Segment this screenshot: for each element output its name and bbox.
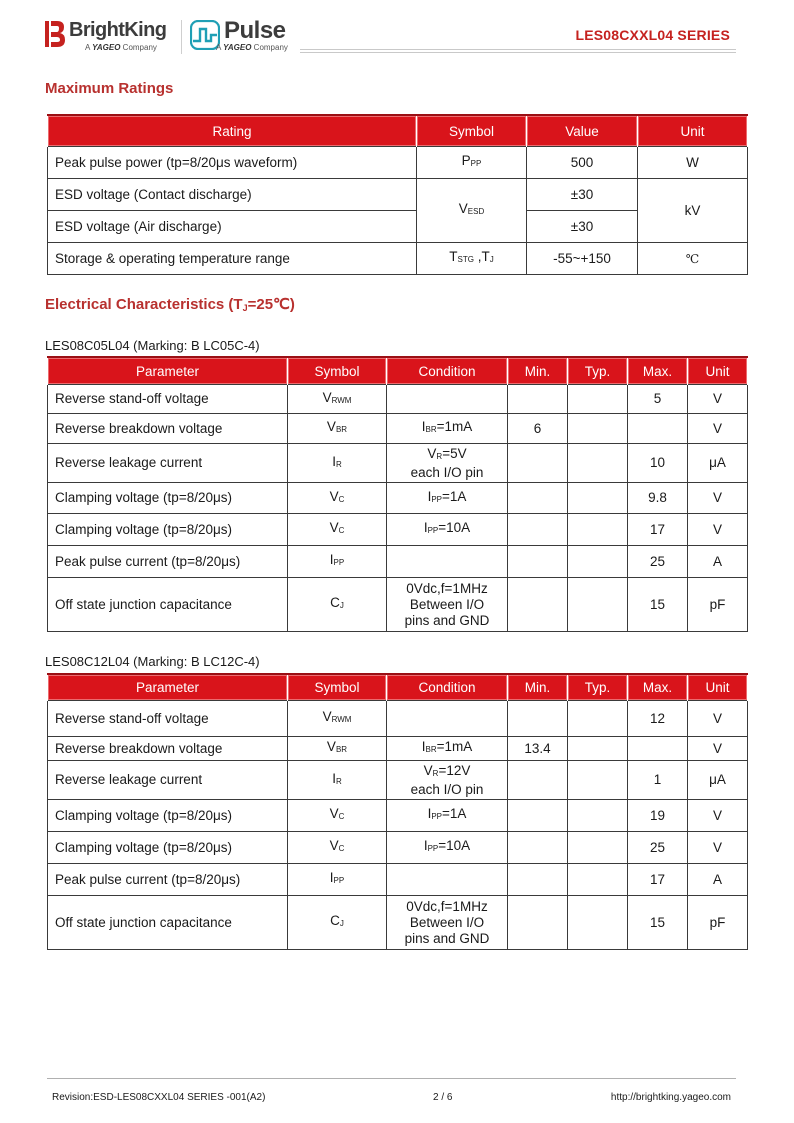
unit-cell: V (688, 385, 748, 414)
condition-cell: $I_{PP}=10A$ (387, 832, 508, 864)
value-cell: ±30 (527, 179, 638, 211)
header-rating: Rating (48, 115, 417, 147)
header-parameter: Parameter (48, 357, 288, 385)
symbol-cell: $T_{STG}$ $,T_J$ (417, 243, 527, 275)
param-cell: Off state junction capacitance (48, 896, 288, 950)
electrical-title: Electrical Characteristics $(T_J=25℃)$ (45, 296, 295, 313)
symbol-cell: $V_{BR}$ (288, 737, 387, 761)
min-cell: 6 (508, 414, 568, 444)
header-symbol: Symbol (288, 674, 387, 701)
pulse-tagline: A YAGEO Company (216, 43, 288, 52)
symbol-cell: $V_C$ (288, 514, 387, 546)
param-cell: Reverse stand-off voltage (48, 701, 288, 737)
rating-cell: ESD voltage (Air discharge) (48, 211, 417, 243)
header-typ: Typ. (568, 674, 628, 701)
header-parameter: Parameter (48, 674, 288, 701)
param-cell: Clamping voltage (tp=8/20μs) (48, 483, 288, 514)
unit-cell: V (688, 832, 748, 864)
table-row (48, 243, 748, 275)
symbol-cell: $C_J$ (288, 896, 387, 950)
typ-cell (568, 701, 628, 737)
unit-cell: kV (638, 179, 748, 243)
symbol-cell: $P_{PP}$ (417, 147, 527, 179)
typ-cell (568, 578, 628, 632)
table2-caption: LES08C12L04 (Marking: B LC12C-4) (45, 654, 260, 669)
max-ratings-table (47, 114, 748, 275)
unit-cell: A (688, 864, 748, 896)
table-row (48, 444, 748, 483)
unit-cell: V (688, 483, 748, 514)
symbol-cell: $C_J$ (288, 578, 387, 632)
table-row (48, 483, 748, 514)
unit-cell: V (688, 701, 748, 737)
symbol-cell: $V_C$ (288, 483, 387, 514)
header-condition: Condition (387, 674, 508, 701)
value-cell: 500 (527, 147, 638, 179)
param-cell: Reverse breakdown voltage (48, 737, 288, 761)
typ-cell (568, 385, 628, 414)
header-symbol: Symbol (288, 357, 387, 385)
min-cell (508, 546, 568, 578)
min-cell (508, 832, 568, 864)
condition-cell (387, 701, 508, 737)
table-row (48, 179, 748, 211)
table2-characteristics (47, 673, 748, 950)
max-cell: 12 (628, 701, 688, 737)
table-row (48, 896, 748, 950)
table1-characteristics (47, 356, 748, 632)
rating-cell: ESD voltage (Contact discharge) (48, 179, 417, 211)
unit-cell: W (638, 147, 748, 179)
header-max: Max. (628, 357, 688, 385)
table-row (48, 864, 748, 896)
table-row (48, 385, 748, 414)
min-cell (508, 578, 568, 632)
brightking-mark-icon (45, 21, 65, 47)
symbol-cell: $I_R$ (288, 444, 387, 483)
condition-cell: $I_{PP}=10A$ (387, 514, 508, 546)
table-row (48, 546, 748, 578)
unit-cell: pF (688, 896, 748, 950)
table-row (48, 578, 748, 632)
param-cell: Reverse stand-off voltage (48, 385, 288, 414)
max-cell: 1 (628, 761, 688, 800)
condition-cell: $V_R=5V$ each I/O pin (387, 444, 508, 483)
header-symbol: Symbol (417, 115, 527, 147)
symbol-cell: $I_{PP}$ (288, 546, 387, 578)
value-cell: -55~+150 (527, 243, 638, 275)
typ-cell (568, 832, 628, 864)
min-cell (508, 483, 568, 514)
table-row (48, 514, 748, 546)
max-cell: 25 (628, 832, 688, 864)
footer-page-number: 2 / 6 (433, 1092, 453, 1103)
header-rule (300, 49, 736, 53)
rating-cell: Peak pulse power (tp=8/20μs waveform) (48, 147, 417, 179)
symbol-cell: $V_{ESD}$ (417, 179, 527, 243)
typ-cell (568, 444, 628, 483)
typ-cell (568, 737, 628, 761)
unit-cell: V (688, 800, 748, 832)
typ-cell (568, 800, 628, 832)
condition-cell (387, 385, 508, 414)
unit-cell: V (688, 414, 748, 444)
header-min: Min. (508, 357, 568, 385)
table-row (48, 832, 748, 864)
unit-cell: ℃ (638, 243, 748, 275)
max-cell: 17 (628, 864, 688, 896)
typ-cell (568, 546, 628, 578)
brightking-wordmark: BrightKing (69, 19, 167, 41)
unit-cell: μA (688, 444, 748, 483)
max-cell: 19 (628, 800, 688, 832)
param-cell: Reverse leakage current (48, 444, 288, 483)
header-unit: Unit (688, 357, 748, 385)
param-cell: Reverse leakage current (48, 761, 288, 800)
footer-rule (47, 1078, 736, 1079)
symbol-cell: $V_{BR}$ (288, 414, 387, 444)
param-cell: Clamping voltage (tp=8/20μs) (48, 514, 288, 546)
max-ratings-title: Maximum Ratings (45, 80, 174, 97)
min-cell (508, 444, 568, 483)
rating-cell: Storage & operating temperature range (48, 243, 417, 275)
unit-cell: V (688, 737, 748, 761)
header-condition: Condition (387, 357, 508, 385)
typ-cell (568, 414, 628, 444)
param-cell: Peak pulse current (tp=8/20μs) (48, 864, 288, 896)
brightking-tagline: A YAGEO Company (85, 43, 157, 52)
min-cell (508, 800, 568, 832)
pulse-wordmark: Pulse (224, 17, 286, 44)
max-cell: 17 (628, 514, 688, 546)
max-cell: 15 (628, 896, 688, 950)
symbol-cell: $V_{RWM}$ (288, 701, 387, 737)
condition-cell: $I_{PP}=1A$ (387, 483, 508, 514)
table-row (48, 147, 748, 179)
table-row (48, 761, 748, 800)
max-cell: 10 (628, 444, 688, 483)
unit-cell: V (688, 514, 748, 546)
typ-cell (568, 896, 628, 950)
param-cell: Peak pulse current (tp=8/20μs) (48, 546, 288, 578)
header-min: Min. (508, 674, 568, 701)
symbol-cell: $V_C$ (288, 800, 387, 832)
typ-cell (568, 514, 628, 546)
table-header-row (48, 115, 748, 147)
min-cell (508, 514, 568, 546)
table1-caption: LES08C05L04 (Marking: B LC05C-4) (45, 338, 260, 353)
condition-cell: 0Vdc,f=1MHz Between I/O pins and GND (387, 578, 508, 632)
table-row (48, 701, 748, 737)
unit-cell: μA (688, 761, 748, 800)
condition-cell: $I_{BR}=1mA$ (387, 414, 508, 444)
footer-revision: Revision:ESD-LES08CXXL04 SERIES -001(A2) (52, 1092, 266, 1103)
table-row (48, 800, 748, 832)
min-cell (508, 761, 568, 800)
param-cell: Reverse breakdown voltage (48, 414, 288, 444)
typ-cell (568, 483, 628, 514)
pulse-logo (190, 19, 310, 55)
symbol-cell: $V_C$ (288, 832, 387, 864)
condition-cell: $V_R=12V$ each I/O pin (387, 761, 508, 800)
table-row (48, 737, 748, 761)
param-cell: Clamping voltage (tp=8/20μs) (48, 832, 288, 864)
symbol-cell: $I_R$ (288, 761, 387, 800)
symbol-cell: $I_{PP}$ (288, 864, 387, 896)
brightking-logo (45, 19, 175, 55)
condition-cell: 0Vdc,f=1MHz Between I/O pins and GND (387, 896, 508, 950)
header-unit: Unit (638, 115, 748, 147)
unit-cell: A (688, 546, 748, 578)
typ-cell (568, 864, 628, 896)
param-cell: Clamping voltage (tp=8/20μs) (48, 800, 288, 832)
condition-cell (387, 864, 508, 896)
value-cell: ±30 (527, 211, 638, 243)
max-cell (628, 414, 688, 444)
header-unit: Unit (688, 674, 748, 701)
max-cell: 25 (628, 546, 688, 578)
min-cell (508, 864, 568, 896)
max-cell: 15 (628, 578, 688, 632)
condition-cell: $I_{PP}=1A$ (387, 800, 508, 832)
max-cell: 9.8 (628, 483, 688, 514)
table-header-row (48, 357, 748, 385)
min-cell (508, 896, 568, 950)
series-title: LES08CXXL04 SERIES (575, 27, 730, 43)
table-header-row (48, 674, 748, 701)
min-cell: 13.4 (508, 737, 568, 761)
max-cell (628, 737, 688, 761)
table-row (48, 414, 748, 444)
header-value: Value (527, 115, 638, 147)
condition-cell (387, 546, 508, 578)
footer-url[interactable]: http://brightking.yageo.com (610, 1092, 731, 1103)
param-cell: Off state junction capacitance (48, 578, 288, 632)
header-typ: Typ. (568, 357, 628, 385)
max-cell: 5 (628, 385, 688, 414)
condition-cell: $I_{BR}=1mA$ (387, 737, 508, 761)
min-cell (508, 385, 568, 414)
min-cell (508, 701, 568, 737)
unit-cell: pF (688, 578, 748, 632)
typ-cell (568, 761, 628, 800)
symbol-cell: $V_{RWM}$ (288, 385, 387, 414)
logo-divider (181, 20, 182, 54)
header-max: Max. (628, 674, 688, 701)
